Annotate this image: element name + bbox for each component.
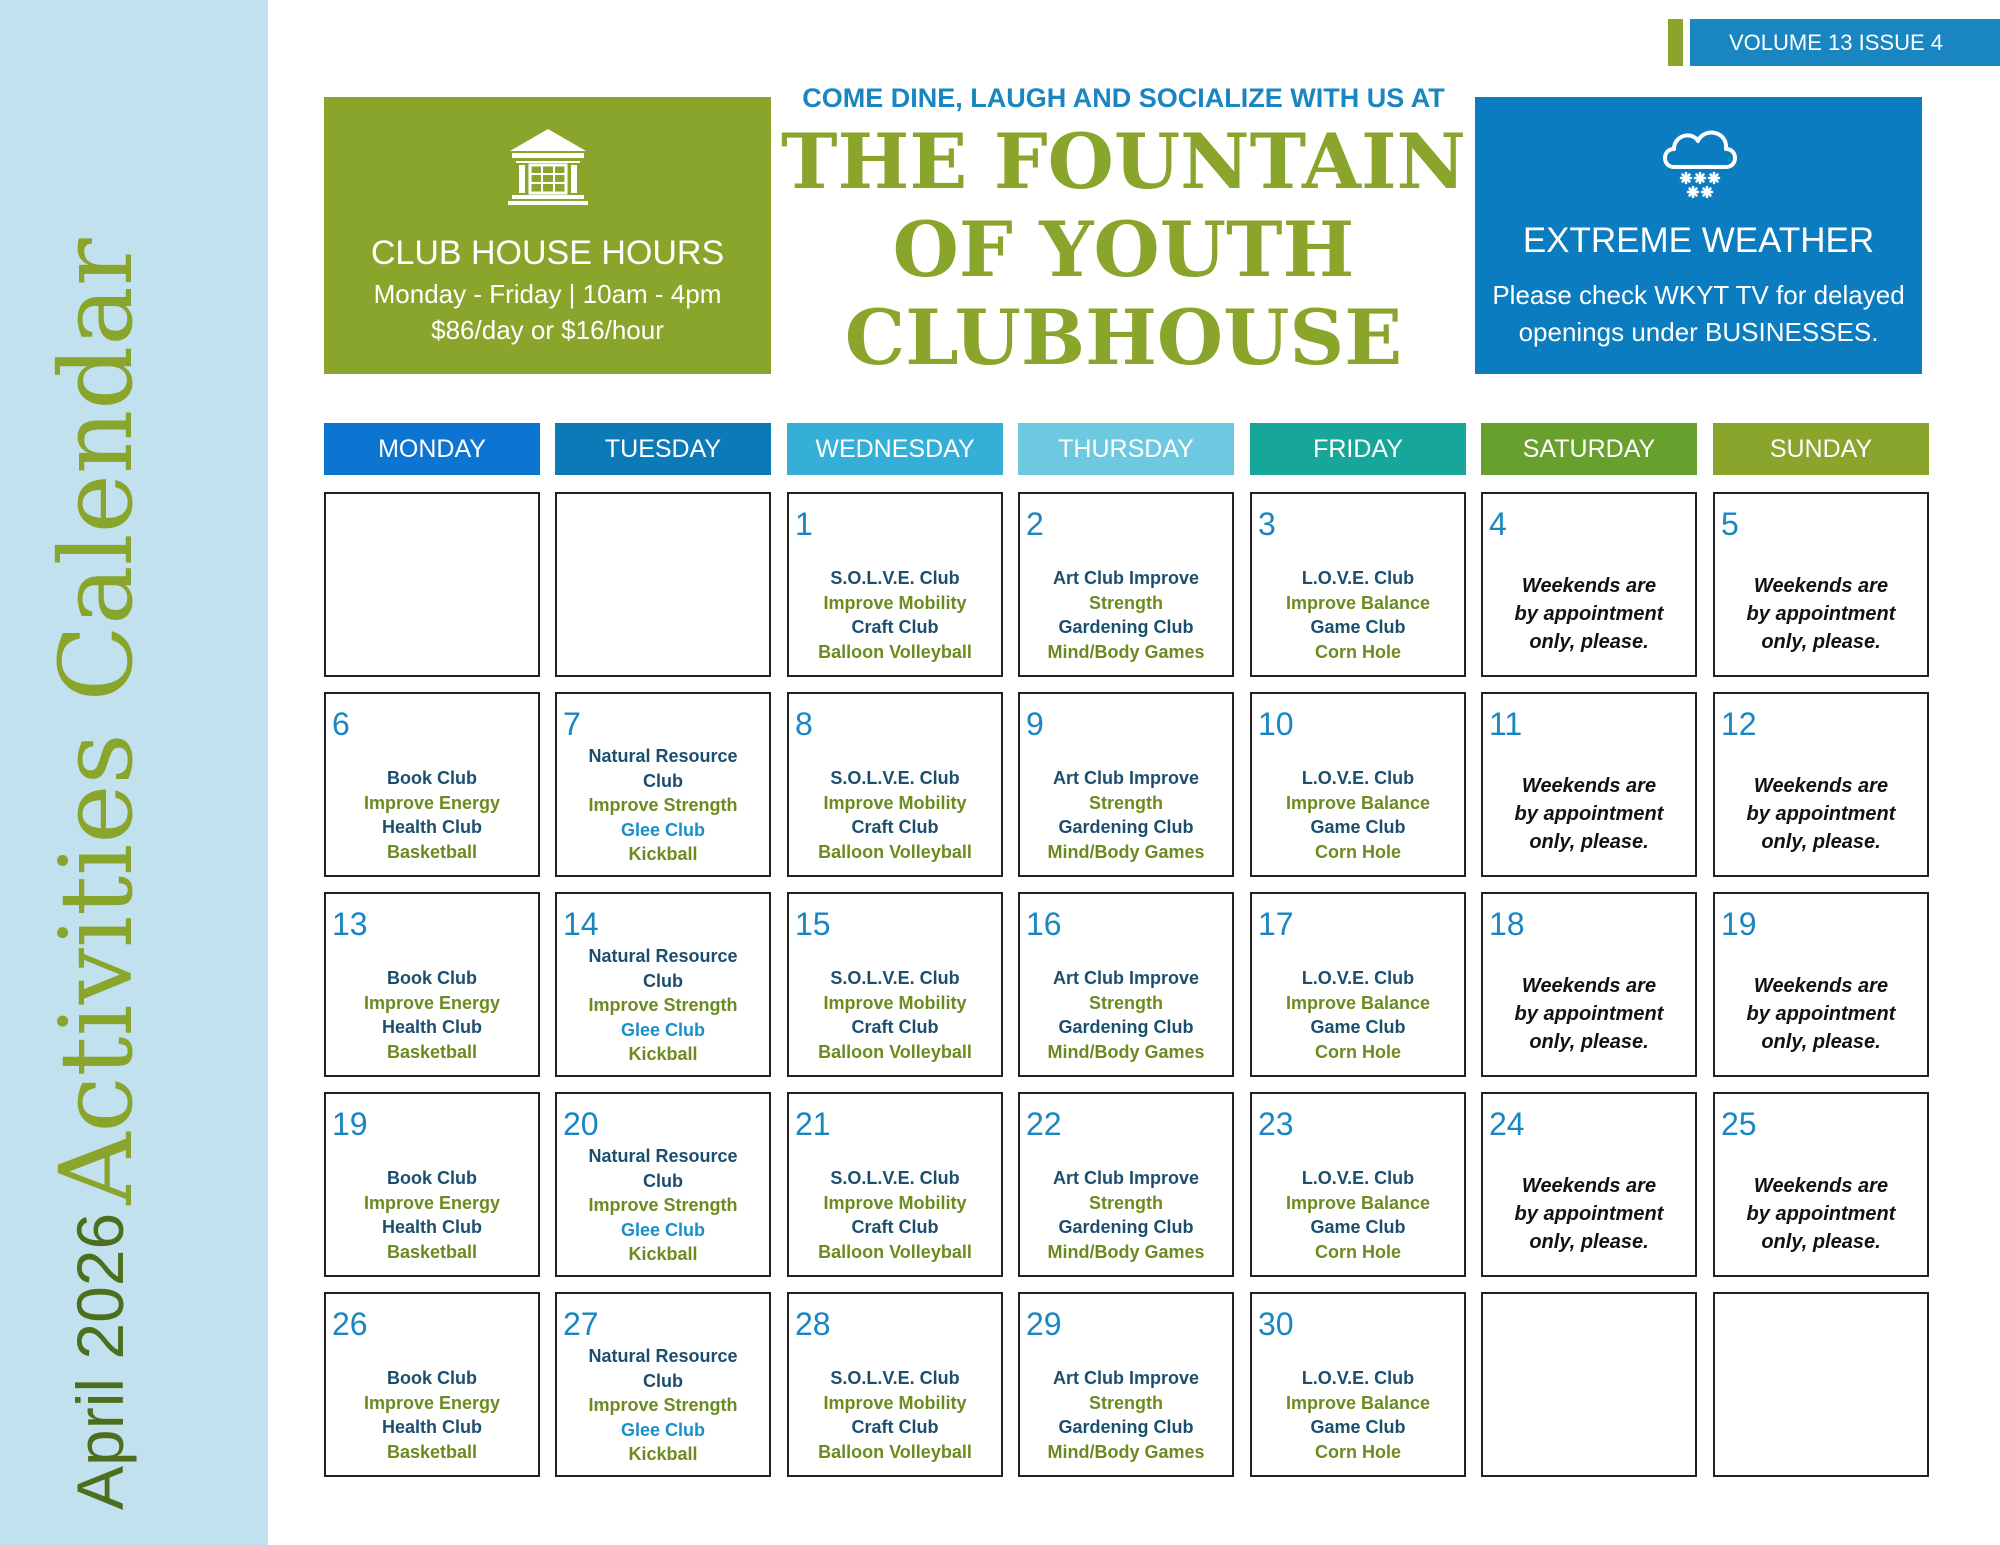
day-cell	[787, 492, 1003, 677]
activity-item: Club	[643, 970, 683, 991]
activity-item: Improve Energy	[363, 1392, 501, 1413]
day-cell	[787, 1292, 1003, 1477]
activity-list	[326, 966, 538, 1064]
activity-item: Health Club	[381, 1017, 482, 1037]
activities-calendar-label: Activities Calendar	[38, 238, 155, 1205]
day-header-thursday: THURSDAY	[1018, 423, 1234, 475]
activity-item: Improve Mobility	[823, 992, 967, 1013]
day-number: 20	[563, 1106, 599, 1142]
weekend-note-line: only, please.	[1529, 831, 1649, 853]
day-number: 16	[1026, 906, 1062, 942]
activity-item: S.O.L.V.E. Club	[830, 1368, 960, 1388]
activity-item: Glee Club	[620, 1019, 705, 1040]
day-number: 30	[1258, 1306, 1294, 1342]
activity-item: Mind/Body Games	[1047, 841, 1205, 862]
activity-item: Basketball	[386, 1441, 478, 1462]
activity-item: Improve Mobility	[823, 792, 967, 813]
weekend-note-line: Weekends are	[1521, 575, 1657, 597]
day-cell	[787, 892, 1003, 1077]
title-line: OF YOUTH	[892, 205, 1355, 294]
weekend-note-line: only, please.	[1529, 631, 1649, 653]
snow-cloud-icon	[1658, 121, 1742, 205]
activity-item: Game Club	[1310, 1217, 1406, 1237]
activity-list	[1020, 766, 1232, 864]
day-cell	[1018, 1292, 1234, 1477]
activity-item: L.O.V.E. Club	[1301, 968, 1415, 988]
activity-item: Glee Club	[620, 1219, 705, 1240]
day-header-friday: FRIDAY	[1250, 423, 1466, 475]
activity-item: S.O.L.V.E. Club	[830, 568, 960, 588]
activity-list	[1252, 1166, 1464, 1264]
day-cell	[1018, 1092, 1234, 1277]
day-number: 19	[332, 1106, 368, 1142]
activity-item: Strength	[1089, 592, 1163, 613]
day-number: 9	[1026, 706, 1044, 742]
day-cell	[1018, 892, 1234, 1077]
activity-item: Corn Hole	[1314, 841, 1401, 862]
activity-item: Glee Club	[620, 1419, 705, 1440]
activity-list	[789, 766, 1001, 864]
month-label: April 2026	[63, 1212, 137, 1510]
activity-item: Natural Resource	[588, 946, 738, 966]
activity-item: Mind/Body Games	[1047, 1441, 1205, 1462]
activity-item: Basketball	[386, 1041, 478, 1062]
activity-item: Strength	[1089, 792, 1163, 813]
day-cell	[1713, 1092, 1929, 1277]
activity-item: Craft Club	[851, 617, 939, 637]
activity-item: Balloon Volleyball	[818, 641, 972, 662]
activity-item: Corn Hole	[1314, 1441, 1401, 1462]
weekend-note-line: only, please.	[1529, 1231, 1649, 1253]
weekend-note-line: by appointment	[1746, 1003, 1896, 1025]
day-number: 12	[1721, 706, 1757, 742]
day-cell	[787, 1092, 1003, 1277]
day-number: 5	[1721, 506, 1739, 542]
day-number: 14	[563, 906, 599, 942]
day-number: 10	[1258, 706, 1294, 742]
activity-item: Corn Hole	[1314, 641, 1401, 662]
activity-item: Art Club Improve	[1052, 1168, 1199, 1188]
day-number: 1	[795, 506, 813, 542]
day-cell	[1250, 1292, 1466, 1477]
main-title	[780, 118, 1467, 382]
day-number: 7	[563, 706, 581, 742]
activity-item: Strength	[1089, 1392, 1163, 1413]
activity-list	[326, 1166, 538, 1264]
extreme-weather-box	[1475, 97, 1922, 374]
weekend-note-line: Weekends are	[1521, 975, 1657, 997]
day-header-wednesday: WEDNESDAY	[787, 423, 1003, 475]
empty-day-cell	[1481, 1292, 1697, 1477]
weekend-note-line: only, please.	[1761, 631, 1881, 653]
hours-title: CLUB HOUSE HOURS	[370, 234, 725, 272]
activity-item: Improve Balance	[1285, 792, 1431, 813]
activity-item: Natural Resource	[588, 746, 738, 766]
activity-item: Art Club Improve	[1052, 568, 1199, 588]
day-cell	[1713, 492, 1929, 677]
empty-day-cell	[324, 492, 540, 677]
building-icon	[506, 127, 590, 207]
day-cell	[1481, 492, 1697, 677]
day-number: 8	[795, 706, 813, 742]
weekend-note-line: Weekends are	[1753, 975, 1889, 997]
day-header-tuesday: TUESDAY	[555, 423, 771, 475]
activity-item: S.O.L.V.E. Club	[830, 768, 960, 788]
day-number: 17	[1258, 906, 1294, 942]
weekend-note-line: by appointment	[1514, 603, 1664, 625]
weekend-note-line: by appointment	[1514, 1003, 1664, 1025]
day-number: 3	[1258, 506, 1276, 542]
activity-item: Improve Balance	[1285, 1392, 1431, 1413]
activity-item: Book Club	[387, 968, 477, 988]
weather-title: EXTREME WEATHER	[1522, 221, 1875, 260]
activity-item: S.O.L.V.E. Club	[830, 968, 960, 988]
day-cell	[787, 692, 1003, 877]
day-number: 11	[1489, 706, 1523, 742]
activity-item: Craft Club	[851, 817, 939, 837]
weekend-note-line: by appointment	[1746, 603, 1896, 625]
activity-list	[1020, 966, 1232, 1064]
activity-item: Game Club	[1310, 817, 1406, 837]
activity-item: Club	[643, 1370, 683, 1391]
day-number: 23	[1258, 1106, 1294, 1142]
activity-item: Improve Balance	[1285, 592, 1431, 613]
calendar-vertical-title	[30, 238, 155, 1510]
weekend-note-line: Weekends are	[1753, 575, 1889, 597]
day-cell	[555, 892, 771, 1077]
activity-item: Art Club Improve	[1052, 768, 1199, 788]
activity-item: Kickball	[628, 1044, 698, 1064]
activity-item: L.O.V.E. Club	[1301, 1168, 1415, 1188]
day-number: 25	[1721, 1106, 1757, 1142]
weekend-note	[1715, 772, 1927, 856]
day-cell	[1250, 1092, 1466, 1277]
activity-item: Game Club	[1310, 1017, 1406, 1037]
activity-item: Improve Strength	[588, 1195, 738, 1215]
activity-item: Gardening Club	[1058, 617, 1194, 637]
activity-item: Balloon Volleyball	[818, 1441, 972, 1462]
activity-item: Health Club	[381, 1217, 482, 1237]
day-cell	[1481, 692, 1697, 877]
activity-item: Balloon Volleyball	[818, 1041, 972, 1062]
activity-item: Improve Mobility	[823, 1192, 967, 1213]
activity-list	[1020, 1166, 1232, 1264]
day-number: 15	[795, 906, 831, 942]
day-cell	[555, 692, 771, 877]
day-header-sunday: SUNDAY	[1713, 423, 1929, 475]
weekend-note	[1715, 1172, 1927, 1256]
day-cell	[1713, 892, 1929, 1077]
volume-badge: VOLUME 13 ISSUE 4	[1690, 19, 2000, 66]
day-cell	[1250, 892, 1466, 1077]
weekend-note	[1483, 772, 1695, 856]
weekend-note-line: by appointment	[1746, 1203, 1896, 1225]
day-number: 29	[1026, 1306, 1062, 1342]
activity-item: Book Club	[387, 768, 477, 788]
day-cell	[1250, 492, 1466, 677]
activity-item: Mind/Body Games	[1047, 641, 1205, 662]
hours-pricing: $86/day or $16/hour	[431, 315, 664, 345]
day-number: 18	[1489, 906, 1525, 942]
activity-item: Art Club Improve	[1052, 1368, 1199, 1388]
activity-list	[789, 966, 1001, 1064]
weather-note-line2: openings under BUSINESSES.	[1518, 317, 1879, 347]
title-line: THE FOUNTAIN	[780, 117, 1467, 206]
weekend-note	[1483, 1172, 1695, 1256]
day-cell	[324, 1292, 540, 1477]
hours-days-time: Monday - Friday | 10am - 4pm	[373, 279, 722, 309]
weekend-note-line: by appointment	[1746, 803, 1896, 825]
activity-item: L.O.V.E. Club	[1301, 568, 1415, 588]
activity-list	[326, 1366, 538, 1464]
activity-list	[1252, 1366, 1464, 1464]
day-cell	[1018, 492, 1234, 677]
activity-item: Improve Mobility	[823, 1392, 967, 1413]
activity-item: Kickball	[628, 1444, 698, 1464]
day-number: 4	[1489, 506, 1507, 542]
day-cell	[1250, 692, 1466, 877]
day-cell	[1481, 892, 1697, 1077]
activity-item: L.O.V.E. Club	[1301, 1368, 1415, 1388]
weekend-note	[1483, 972, 1695, 1056]
activity-item: Improve Energy	[363, 1192, 501, 1213]
activity-list	[1252, 566, 1464, 664]
day-cell	[1481, 1092, 1697, 1277]
activity-item: Improve Balance	[1285, 992, 1431, 1013]
day-cell	[555, 1292, 771, 1477]
weekend-note-line: only, please.	[1761, 831, 1881, 853]
day-cell	[555, 1092, 771, 1277]
activity-item: Strength	[1089, 1192, 1163, 1213]
empty-day-cell	[1713, 1292, 1929, 1477]
activity-list	[1020, 1366, 1232, 1464]
weekend-note-line: by appointment	[1514, 803, 1664, 825]
activity-item: Health Club	[381, 1417, 482, 1437]
day-number: 22	[1026, 1106, 1062, 1142]
activity-item: Balloon Volleyball	[818, 841, 972, 862]
activity-item: Health Club	[381, 817, 482, 837]
activity-item: Club	[643, 770, 683, 791]
weather-note-line1: Please check WKYT TV for delayed	[1492, 280, 1905, 310]
activity-item: Improve Energy	[363, 992, 501, 1013]
weekend-note-line: Weekends are	[1753, 775, 1889, 797]
activity-item: Strength	[1089, 992, 1163, 1013]
activity-item: Natural Resource	[588, 1146, 738, 1166]
activity-item: Glee Club	[620, 819, 705, 840]
day-number: 27	[563, 1306, 599, 1342]
activity-list	[789, 1166, 1001, 1264]
day-number: 24	[1489, 1106, 1525, 1142]
activity-item: Art Club Improve	[1052, 968, 1199, 988]
weekend-note-line: by appointment	[1514, 1203, 1664, 1225]
activity-item: Corn Hole	[1314, 1241, 1401, 1262]
activity-item: Improve Strength	[588, 995, 738, 1015]
day-header-saturday: SATURDAY	[1481, 423, 1697, 475]
activity-list	[1020, 566, 1232, 664]
activity-item: Craft Club	[851, 1017, 939, 1037]
weekend-note-line: only, please.	[1761, 1231, 1881, 1253]
activity-item: Improve Mobility	[823, 592, 967, 613]
weekend-note	[1715, 972, 1927, 1056]
activity-list	[557, 1144, 769, 1267]
day-cell	[324, 692, 540, 877]
activity-item: Gardening Club	[1058, 1217, 1194, 1237]
activity-item: Improve Strength	[588, 1395, 738, 1415]
activity-item: Mind/Body Games	[1047, 1241, 1205, 1262]
title-line: CLUBHOUSE	[844, 293, 1403, 382]
activity-item: Game Club	[1310, 617, 1406, 637]
day-number: 26	[332, 1306, 368, 1342]
weekend-note	[1715, 572, 1927, 656]
club-house-hours-box	[324, 97, 771, 374]
activity-item: L.O.V.E. Club	[1301, 768, 1415, 788]
activity-item: Book Club	[387, 1168, 477, 1188]
activity-item: Improve Energy	[363, 792, 501, 813]
activity-item: Basketball	[386, 1241, 478, 1262]
activity-item: Natural Resource	[588, 1346, 738, 1366]
activity-list	[789, 566, 1001, 664]
day-number: 19	[1721, 906, 1757, 942]
activity-item: Kickball	[628, 1244, 698, 1264]
day-cell	[1018, 692, 1234, 877]
day-number: 13	[332, 906, 368, 942]
weekend-note-line: Weekends are	[1521, 1175, 1657, 1197]
empty-day-cell	[555, 492, 771, 677]
activity-item: Club	[643, 1170, 683, 1191]
activity-item: Improve Balance	[1285, 1192, 1431, 1213]
weekend-note-line: only, please.	[1761, 1031, 1881, 1053]
sidebar-band	[0, 0, 268, 1545]
activity-list	[326, 766, 538, 864]
activity-item: Craft Club	[851, 1417, 939, 1437]
activity-item: Gardening Club	[1058, 1017, 1194, 1037]
activity-list	[557, 744, 769, 867]
weekend-note-line: Weekends are	[1753, 1175, 1889, 1197]
activity-item: S.O.L.V.E. Club	[830, 1168, 960, 1188]
day-number: 2	[1026, 506, 1044, 542]
day-number: 21	[795, 1106, 831, 1142]
activity-item: Craft Club	[851, 1217, 939, 1237]
day-cell	[1713, 692, 1929, 877]
activity-list	[1252, 766, 1464, 864]
weekend-note	[1483, 572, 1695, 656]
activity-item: Balloon Volleyball	[818, 1241, 972, 1262]
activity-item: Basketball	[386, 841, 478, 862]
activity-item: Gardening Club	[1058, 1417, 1194, 1437]
activity-list	[1252, 966, 1464, 1064]
day-cell	[324, 892, 540, 1077]
activity-list	[557, 1344, 769, 1467]
activity-item: Game Club	[1310, 1417, 1406, 1437]
activity-item: Improve Strength	[588, 795, 738, 815]
activity-item: Mind/Body Games	[1047, 1041, 1205, 1062]
activity-list	[789, 1366, 1001, 1464]
activity-item: Corn Hole	[1314, 1041, 1401, 1062]
weekend-note-line: Weekends are	[1521, 775, 1657, 797]
volume-accent-bar	[1668, 19, 1683, 66]
activity-list	[557, 944, 769, 1067]
day-cell	[324, 1092, 540, 1277]
tagline: COME DINE, LAUGH AND SOCIALIZE WITH US AT	[802, 83, 1445, 113]
day-number: 28	[795, 1306, 831, 1342]
day-header-monday: MONDAY	[324, 423, 540, 475]
activity-item: Gardening Club	[1058, 817, 1194, 837]
weekend-note-line: only, please.	[1529, 1031, 1649, 1053]
day-number: 6	[332, 706, 350, 742]
activity-item: Kickball	[628, 844, 698, 864]
activity-item: Book Club	[387, 1368, 477, 1388]
